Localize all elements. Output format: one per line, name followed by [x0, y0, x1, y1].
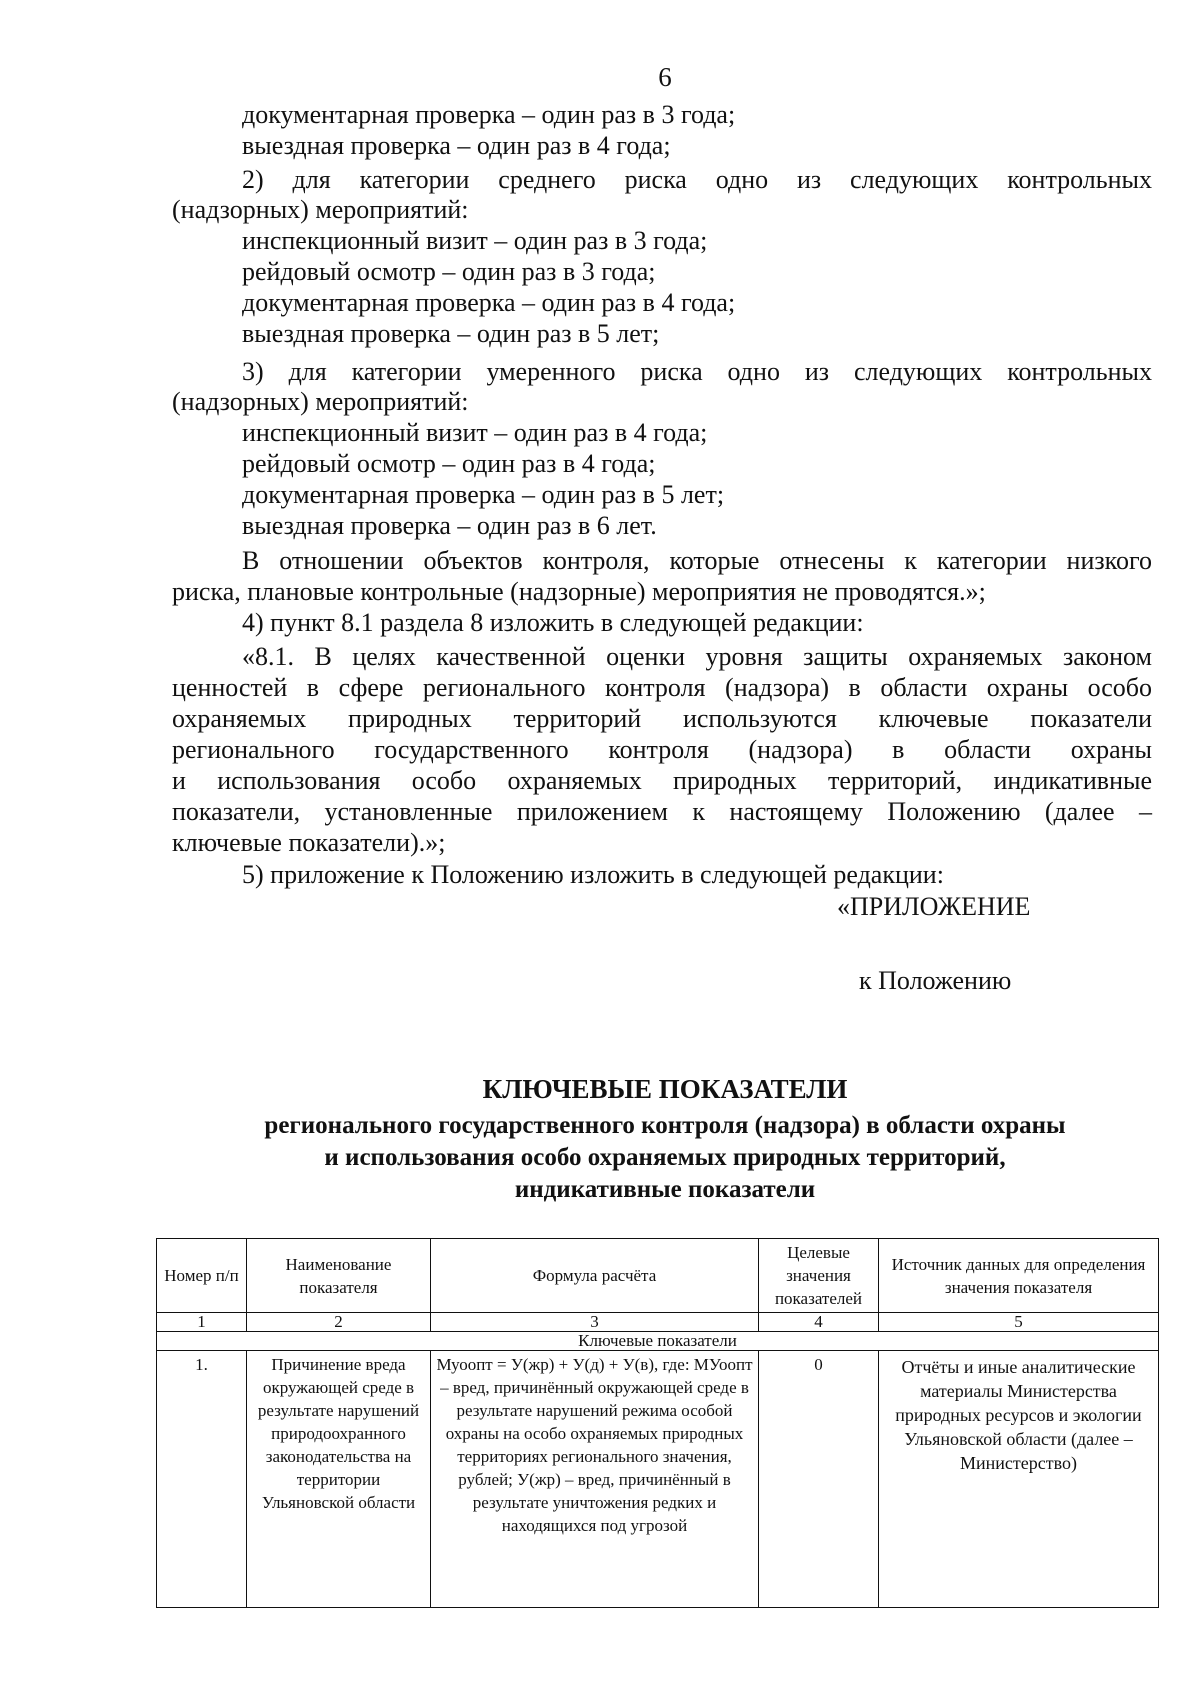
header-cell: Наименование показателя — [247, 1239, 431, 1313]
text-line: документарная проверка – один раз в 4 года; — [242, 288, 736, 317]
appendix-label: «ПРИЛОЖЕНИЕ — [837, 892, 1031, 921]
text-line: охраняемых природных территорий используются ключевые показатели — [172, 704, 1152, 733]
text-line: и использования особо охраняемых природных территорий, индикативные — [172, 766, 1152, 795]
row-number: 1. — [157, 1351, 247, 1608]
column-number: 1 — [157, 1313, 247, 1332]
text-line: 3) для категории умеренного риска одно из следующих контрольных — [242, 357, 1152, 386]
text-line: ценностей в сфере регионального контроля (надзора) в области охраны особо — [172, 673, 1152, 702]
table-row — [157, 1351, 1159, 1608]
header-cell: Источник данных для определения значения показателя — [879, 1239, 1159, 1313]
text-line: 5) приложение к Положению изложить в следующей редакции: — [242, 860, 944, 889]
text-line: регионального государственного контроля (надзора) в области охраны — [172, 735, 1152, 764]
appendix-subtitle: и использования особо охраняемых природных территорий, — [324, 1144, 1006, 1171]
text-line: В отношении объектов контроля, которые отнесены к категории низкого — [242, 546, 1152, 575]
text-line: 2) для категории среднего риска одно из следующих контрольных — [242, 165, 1152, 194]
text-line: 4) пункт 8.1 раздела 8 изложить в следующей редакции: — [242, 608, 864, 637]
text-line: выездная проверка – один раз в 6 лет. — [242, 511, 657, 540]
appendix-ref: к Положению — [859, 966, 1012, 995]
text-line: документарная проверка – один раз в 3 года; — [242, 100, 736, 129]
appendix-subtitle: индикативные показатели — [514, 1176, 816, 1203]
header-cell: Номер п/п — [157, 1239, 247, 1313]
column-number: 5 — [879, 1313, 1159, 1332]
text-line: (надзорных) мероприятий: — [172, 387, 469, 416]
text-line: выездная проверка – один раз в 4 года; — [242, 131, 671, 160]
text-line: выездная проверка – один раз в 5 лет; — [242, 319, 660, 348]
section-row — [157, 1332, 1159, 1351]
header-cell: Формула расчёта — [431, 1239, 759, 1313]
indicators-table — [156, 1238, 1159, 1608]
column-number-row — [157, 1313, 1159, 1332]
text-line: риска, плановые контрольные (надзорные) мероприятия не проводятся.»; — [172, 577, 986, 606]
text-line: инспекционный визит – один раз в 3 года; — [242, 226, 708, 255]
indicator-formula: Муоопт = У(жр) + У(д) + У(в), где: МУоопт – вред, причинённый окружающей среде в результате нарушений режима особой охраны на особо охраняемых природных территориях регионального значения, рублей; У(жр) – вред, причинённый в результате уничтожения редких и находящихся под угрозой — [431, 1351, 759, 1608]
table-header-row — [157, 1239, 1159, 1313]
section-label: Ключевые показатели — [157, 1332, 1159, 1351]
data-source: Отчёты и иные аналитические материалы Министерства природных ресурсов и экологии Ульяновской области (далее – Министерство) — [879, 1351, 1159, 1608]
text-line: документарная проверка – один раз в 5 лет; — [242, 480, 725, 509]
column-number: 3 — [431, 1313, 759, 1332]
header-cell: Целевые значения показателей — [759, 1239, 879, 1313]
indicator-name: Причинение вреда окружающей среде в результате нарушений природоохранного законодательства на территории Ульяновской области — [247, 1351, 431, 1608]
text-line: показатели, установленные приложением к настоящему Положению (далее – — [172, 797, 1152, 826]
text-line: «8.1. В целях качественной оценки уровня защиты охраняемых законом — [242, 642, 1152, 671]
text-line: ключевые показатели).»; — [172, 828, 446, 857]
text-line: рейдовый осмотр – один раз в 3 года; — [242, 257, 656, 286]
appendix-title: КЛЮЧЕВЫЕ ПОКАЗАТЕЛИ — [482, 1074, 848, 1104]
text-line: инспекционный визит – один раз в 4 года; — [242, 418, 708, 447]
appendix-subtitle: регионального государственного контроля (надзора) в области охраны — [264, 1112, 1066, 1139]
column-number: 4 — [759, 1313, 879, 1332]
column-number: 2 — [247, 1313, 431, 1332]
text-line: (надзорных) мероприятий: — [172, 195, 469, 224]
target-value: 0 — [759, 1351, 879, 1608]
text-line: рейдовый осмотр – один раз в 4 года; — [242, 449, 656, 478]
page-number: 6 — [658, 62, 672, 92]
